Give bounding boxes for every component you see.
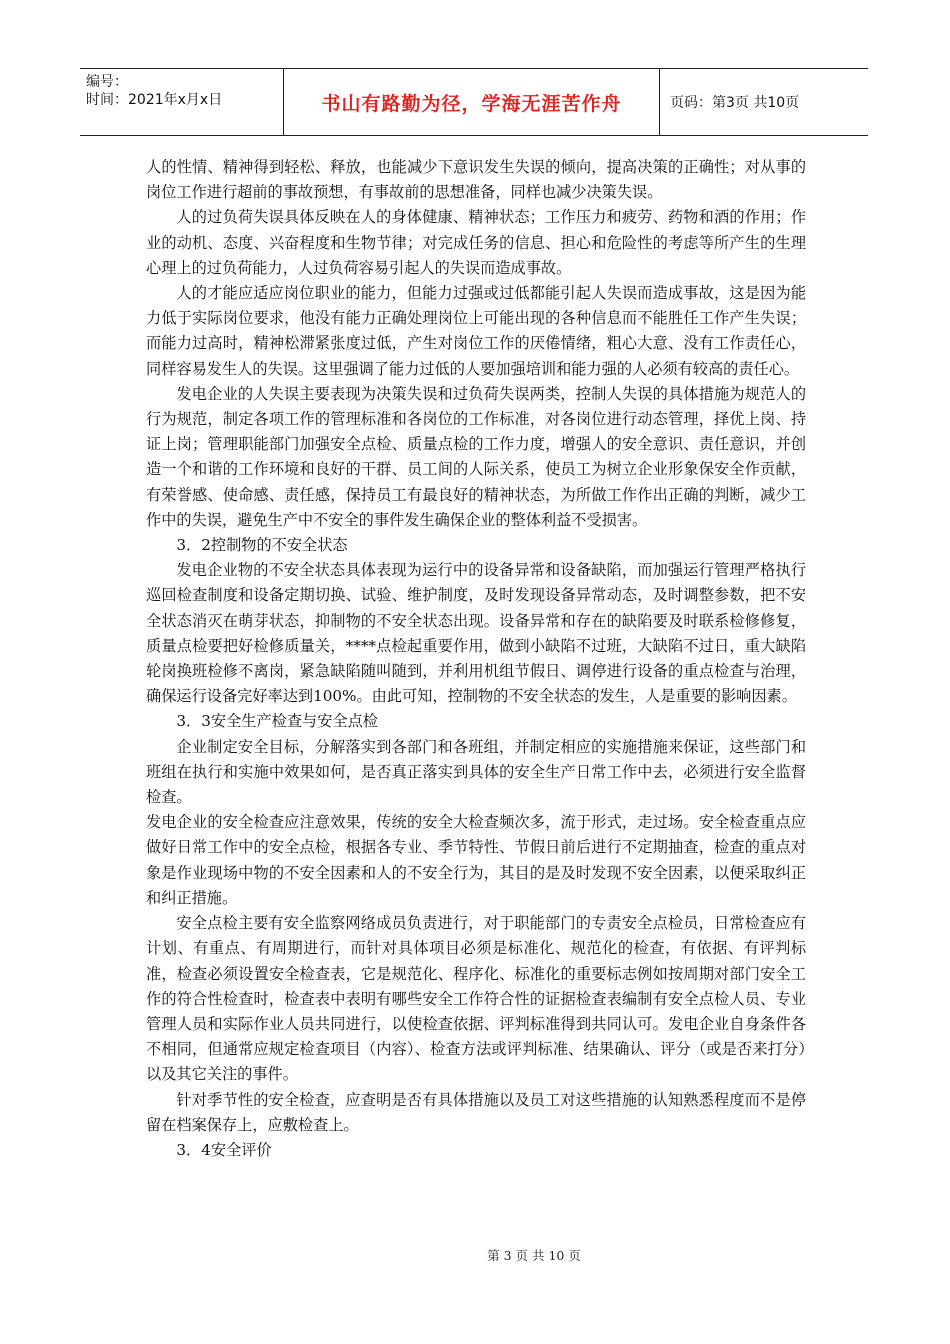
section-heading: 3．3安全生产检查与安全点检 [176, 712, 378, 731]
paragraph: 针对季节性的安全检查，应查明是否有具体措施以及员工对这些措施的认知熟悉程度而不是停留在档案保存上，应敷检查上。 [146, 1090, 806, 1134]
paragraph: 企业制定安全目标，分解落实到各部门和各班组，并制定相应的实施措施来保证，这些部门和班组在执行和实施中效果如何，是否真正落实到具体的安全生产日常工作中去，必须进行安全监督检查。 [146, 737, 806, 807]
paragraph: 发电企业物的不安全状态具体表现为运行中的设备异常和设备缺陷，而加强运行管理严格执行巡回检查制度和设备定期切换、试验、维护制度，及时发现设备异常动态，及时调整参数，把不安全状态消灭在萌芽状态，抑制物的不安全状态出现。设备异常和存在的缺陷要及时联系检修修复，质量点检要把好检修质量关，****点检起重要作用，做到小缺陷不过班，大缺陷不过日，重大缺陷轮岗换班检修不离岗，紧急缺陷随叫随到，并利用机组节假日、调停进行设备的重点检查与治理，确保运行设备完好率达到100%。由此可知，控制物的不安全状态的发生，人是重要的影响因素。 [146, 561, 806, 706]
paragraph: 人的过负荷失误具体反映在人的身体健康、精神状态；工作压力和疲劳、药物和酒的作用；作业的动机、态度、兴奋程度和生物节律；对完成任务的信息、担心和危险性的考虑等所产生的生理心理上的过负荷能力，人过负荷容易引起人的失误而造成事故。 [146, 208, 806, 277]
paragraph: 人的才能应适应岗位职业的能力，但能力过强或过低都能引起人失误而造成事故，这是因为能力低于实际岗位要求，他没有能力正确处理岗位上可能出现的各种信息而不能胜任工作产生失误；而能力过高时，精神松滞紧张度过低，产生对岗位工作的厌倦情绪，粗心大意、没有工作责任心，同样容易发生人的失误。这里强调了能力过低的人要加强培训和能力强的人必须有较高的责任心。 [146, 284, 806, 378]
header-motto: 书山有路勤为径，学海无涯苦作舟 [284, 69, 660, 135]
paragraph: 安全点检主要有安全监察网络成员负责进行，对于职能部门的专责安全点检员，日常检查应有计划、有重点、有周期进行，而针对具体项目必须是标准化、规范化的检查，有依据、有评判标准，检查必须设置安全检查表，它是规范化、程序化、标准化的重要标志例如按周期对部门安全工作的符合性检查时，检查表中表明有哪些安全工作符合性的证据检查表编制有安全点检人员、专业管理人员和实际作业人员共同进行，以使检查依据、评判标准得到共同认可。发电企业自身条件各不相同，但通常应规定检查项目（内容）、检查方法或评判标准、结果确认、评分（或是否来打分）以及其它关注的事件。 [146, 914, 806, 1084]
doc-time-label: 时间：2021年x月x日 [86, 92, 223, 108]
section-heading: 3．2控制物的不安全状态 [176, 536, 348, 555]
paragraph: 发电企业的安全检查应注意效果，传统的安全大检查频次多，流于形式，走过场。安全检查重点应做好日常工作中的安全点检，根据各专业、季节特性、节假日前后进行不定期抽查，检查的重点对象是作业现场中物的不安全因素和人的不安全行为，其目的是及时发现不安全因素，以便采取纠正和纠正措施。 [146, 813, 806, 907]
page-footer: 第 3 页 共 10 页 [487, 1248, 581, 1263]
header-page-label: 页码：第3页 共10页 [670, 95, 800, 111]
document-body [146, 155, 806, 1163]
section-heading: 3．4安全评价 [176, 1140, 272, 1159]
header-meta [80, 69, 284, 135]
page-header [80, 68, 868, 136]
paragraph: 人的性情、精神得到轻松、释放，也能减少下意识发生失误的倾向，提高决策的正确性；对从事的岗位工作进行超前的事故预想，有事故前的思想准备，同样也减少决策失误。 [146, 158, 806, 202]
paragraph: 发电企业的人失误主要表现为决策失误和过负荷失误两类，控制人失误的具体措施为规范人的行为规范，制定各项工作的管理标准和各岗位的工作标准，对各岗位进行动态管理，择优上岗、持证上岗；管理职能部门加强安全点检、质量点检的工作力度，增强人的安全意识、责任意识，并创造一个和谐的工作环境和良好的干群、员工间的人际关系，使员工为树立企业形象保安全作贡献，有荣誉感、使命感、责任感，保持员工有最良好的精神状态，为所做工作作出正确的判断，减少工作中的失误，避免生产中不安全的事件发生确保企业的整体利益不受损害。 [146, 384, 806, 529]
doc-number-label: 编号： [86, 74, 128, 90]
